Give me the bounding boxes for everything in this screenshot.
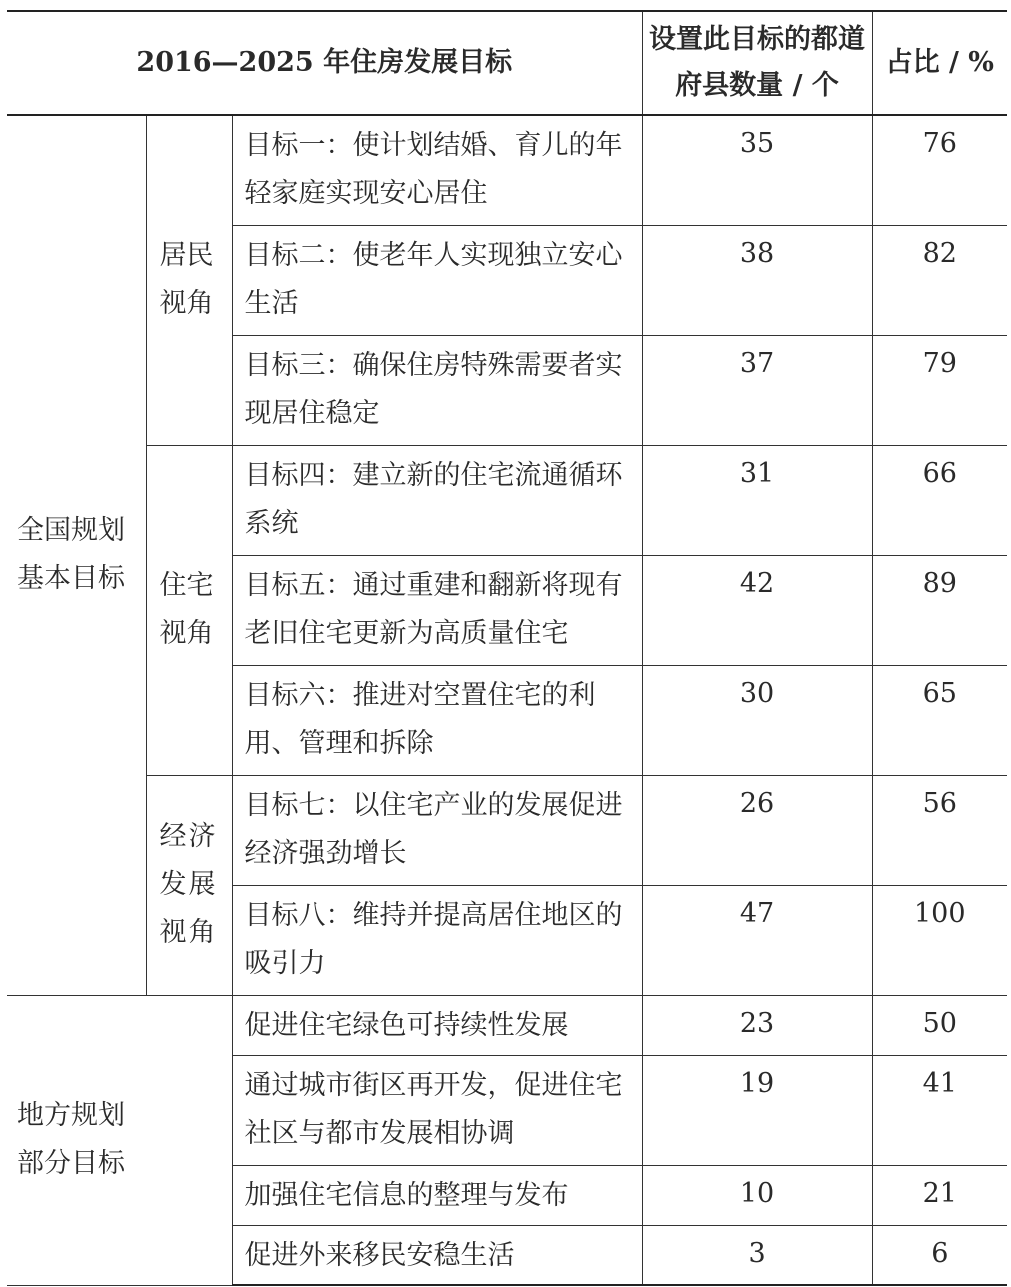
goal-cell: 加强住宅信息的整理与发布 [232,1165,642,1225]
ratio-cell: 66 [872,445,1007,555]
ratio-cell: 41 [872,1055,1007,1165]
count-cell: 26 [642,775,872,885]
count-cell: 10 [642,1165,872,1225]
table-row [7,445,1007,555]
ratio-cell: 6 [872,1225,1007,1285]
goal-cell: 目标八：维持并提高居住地区的吸引力 [232,885,642,995]
goal-cell: 目标四：建立新的住宅流通循环系统 [232,445,642,555]
goal-cell: 通过城市街区再开发，促进住宅社区与都市发展相协调 [232,1055,642,1165]
count-cell: 3 [642,1225,872,1285]
count-cell: 30 [642,665,872,775]
ratio-cell: 89 [872,555,1007,665]
goal-cell: 目标五：通过重建和翻新将现有老旧住宅更新为高质量住宅 [232,555,642,665]
header-row [7,11,1007,115]
count-cell: 35 [642,115,872,225]
ratio-cell: 82 [872,225,1007,335]
housing-goals-table [7,10,1007,1286]
count-cell: 19 [642,1055,872,1165]
ratio-cell: 76 [872,115,1007,225]
subgroup-label-text: 经济发展视角 [159,821,218,948]
goal-cell: 目标七：以住宅产业的发展促进经济强劲增长 [232,775,642,885]
ratio-cell: 50 [872,995,1007,1055]
count-cell: 23 [642,995,872,1055]
goal-cell: 目标六：推进对空置住宅的利用、管理和拆除 [232,665,642,775]
group-label-local: 地方规划部分目标 [7,995,232,1285]
count-cell: 31 [642,445,872,555]
goal-cell: 目标一：使计划结婚、育儿的年轻家庭实现安心居住 [232,115,642,225]
count-cell: 47 [642,885,872,995]
subgroup-label-residents: 居民视角 [146,115,232,445]
goal-cell: 促进住宅绿色可持续性发展 [232,995,642,1055]
group-label-national: 全国规划基本目标 [7,115,146,995]
goal-cell: 促进外来移民安稳生活 [232,1225,642,1285]
subgroup-label-economy [146,775,232,995]
subgroup-label-housing: 住宅视角 [146,445,232,775]
ratio-cell: 21 [872,1165,1007,1225]
count-cell: 42 [642,555,872,665]
header-goals: 2016—2025 年住房发展目标 [7,11,642,115]
ratio-cell: 79 [872,335,1007,445]
header-count: 设置此目标的都道府县数量 / 个 [642,11,872,115]
goal-cell: 目标三：确保住房特殊需要者实现居住稳定 [232,335,642,445]
ratio-cell: 65 [872,665,1007,775]
count-cell: 37 [642,335,872,445]
table-row [7,115,1007,225]
table-row [7,775,1007,885]
table-row [7,995,1007,1055]
header-ratio: 占比 / % [872,11,1007,115]
ratio-cell: 56 [872,775,1007,885]
goal-cell: 目标二：使老年人实现独立安心生活 [232,225,642,335]
ratio-cell: 100 [872,885,1007,995]
count-cell: 38 [642,225,872,335]
